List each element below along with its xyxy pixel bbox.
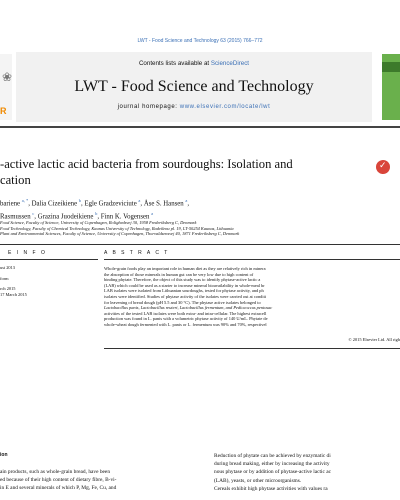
journal-cover-thumbnail[interactable] [382,54,400,120]
affiliation-mark[interactable]: c [32,211,35,217]
affiliation-divider [0,244,400,245]
author-name: Rasmussen [0,213,33,221]
article-title [0,156,360,188]
author-name: , Finn K. Vogensen [97,213,152,221]
intro-right-column [214,452,400,493]
abstract-line: isolates were identified. Studies of phytase activity of the isolates were carried out at conditi [104,293,267,299]
abstract-line: activities of the tested LAB isolates were both extra- and intra-cellular. The highest extracell [104,310,267,316]
author-name: , Åse S. Hansen [140,200,186,208]
article-info-heading: E I N F O [8,250,47,256]
intro-line: ain products, such as whole-grain bread, have been [0,469,111,475]
article-history [0,265,96,297]
introduction-heading: ion [0,452,8,458]
intro-line: nous phytase or by addition of phytase-active lactic ac [214,469,332,476]
abstract-line: for leavening of bread dough (pH 5.5 and 30 °C). The phytase active isolates belonged to [104,299,261,305]
sciencedirect-link[interactable]: ScienceDirect [210,60,250,67]
abstract-bottom-divider [104,348,400,349]
elsevier-logo [0,54,12,120]
homepage-prefix: journal homepage: [117,104,180,110]
abstract-line: binding phytate. Therefore, the object of this study was to identify phytase-active lactic a [104,277,261,283]
author-name: bariene [0,200,22,208]
contents-prefix: Contents lists available at [138,60,211,67]
journal-title-box [16,52,372,122]
abstract-line: LAB isolates were isolated from Lithuanian sourdoughs, tested for phytase activity, and ph [104,288,264,294]
affiliation-mark[interactable]: b [78,198,82,203]
intro-line: Reduction of phytate can be achieved by enzymatic di [214,453,331,459]
journal-masthead [0,52,400,128]
affiliation-mark[interactable]: a [138,198,141,203]
cover-band [382,62,400,72]
intro-line: (LAB), yeasts, or other microorganisms. [214,477,302,484]
authors-line-1 [0,196,398,209]
intro-line: ed because of their high content of dietary fibre, B-vi- [0,477,117,484]
journal-citation[interactable]: LWT - Food Science and Technology 63 (2015) 766–772 [137,38,263,44]
author-list [0,196,398,223]
article-title-line-2: cation [0,173,31,187]
affiliations [0,220,398,237]
abstract-line: (LAB) which could be used as a starter to increase mineral bioavailability in whole-meal br [104,282,265,288]
history-line: rch 2015 [0,286,16,292]
history-line: ust 2013 [0,265,16,270]
article-info-divider [0,259,98,260]
intro-line: Cereals exhibit high phytase activities with values ra [214,485,328,492]
author-separator: , [187,200,190,208]
affiliation-b: Food Technology, Faculty of Chemical Technology, Kaunas University of Technology, Radvilenu pl. 19, LT-50254 Kaunas, Lithuania [0,225,234,231]
copyright-notice: © 2015 Elsevier Ltd. All righ [348,337,400,342]
article-title-line-1: -active lactic acid bacteria from sourdoughs: Isolation and [0,157,293,171]
abstract-divider [104,259,400,260]
abstract-text [104,266,400,328]
abstract-line: whole-wheat dough fermented with L. panis or L. fermentum was 90% and 70%, respectivel [104,321,267,327]
author-name: , Egle Gradzeviciute [81,200,139,208]
abstract-line: the absorption of those minerals in human gut can be very low due to high content of [104,271,254,277]
history-line: 17 March 2015 [0,291,27,297]
masthead-divider [0,126,400,128]
history-line: form [0,275,9,281]
crossmark-icon[interactable]: ✓ [376,160,390,174]
abstract-line: production was found in L. panis with a volumetric phytase activity of 140 U/mL. Phytate de [104,316,268,322]
author-name: , Dalia Cizeikiene [28,200,79,208]
affiliation-c: Plant and Environmental Sciences, Faculty of Science, University of Copenhagen, Thorvaldsensvej 40, 1871 Frederiksberg C, Denmark [0,231,240,237]
publisher-logo-text: R [0,106,7,116]
homepage-link[interactable]: www.elsevier.com/locate/lwt [179,104,271,110]
affiliation-a: Food Science, Faculty of Science, University of Copenhagen, Rolighedsvej 30, 1958 Frederiksberg C, Denmark [0,220,197,225]
abstract-line: Whole-grain foods play an important role in human diet as they are relatively rich in minera [104,266,266,271]
intro-line: during bread making, either by increasing the activity [214,461,330,468]
abstract-line: Lactobacillus panis, Lactobacillus reuteri, Lactobacillus fermentum, and Pediococcus pentosac [104,305,273,311]
abstract-heading: A B S T R A C T [104,250,170,256]
author-name: , Grazina Juodeikiene [34,213,96,221]
journal-title: LWT - Food Science and Technology [74,78,314,95]
affiliation-mark[interactable]: a, * [21,198,29,203]
intro-left-column [0,468,190,493]
affiliation-mark[interactable]: a [151,211,154,217]
affiliation-mark[interactable]: a [185,198,188,203]
homepage-line [16,104,372,110]
tree-icon: ❀ [2,70,13,84]
intro-line: in E and several minerals of which P, Mg, Fe, Cu, and [0,485,117,492]
contents-line [16,60,372,67]
affiliation-mark[interactable]: b [95,211,98,217]
